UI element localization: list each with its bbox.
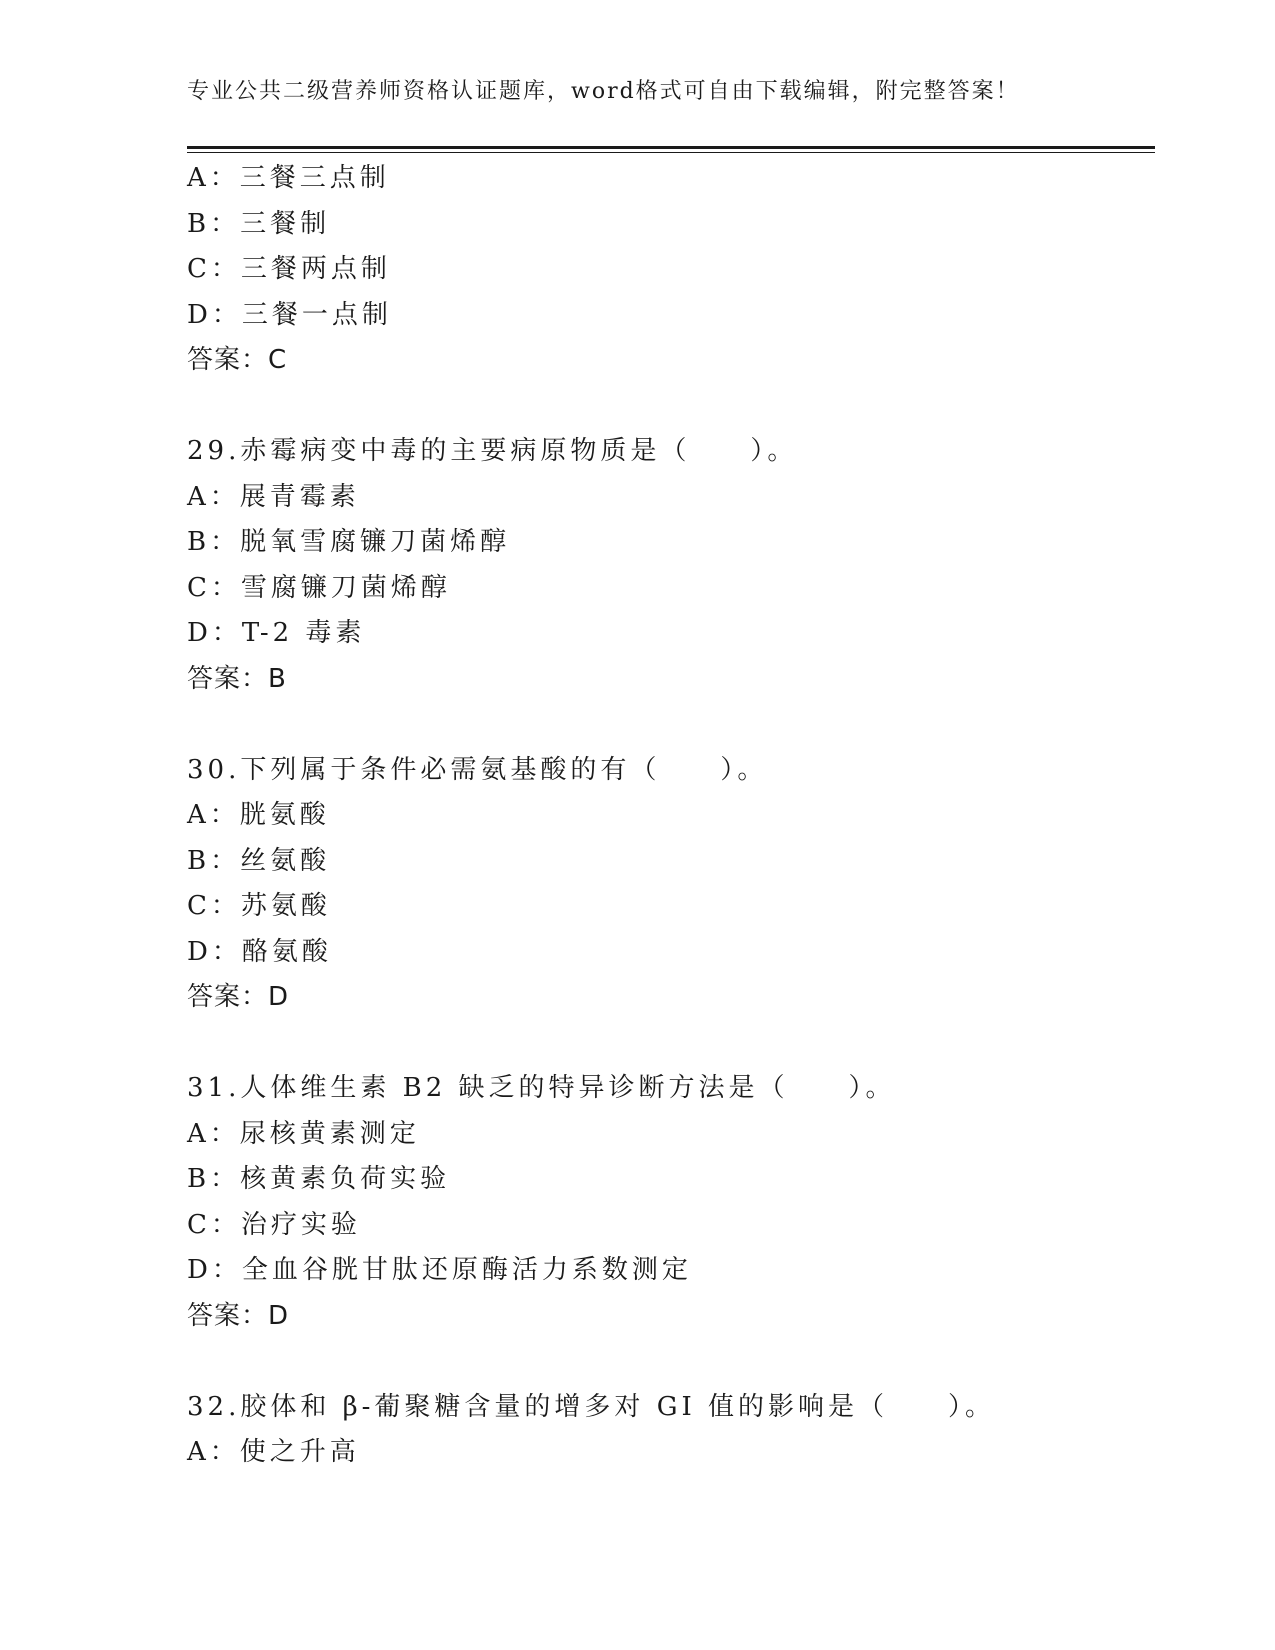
header-rule-thin — [187, 152, 1155, 153]
header-rule-thick — [187, 146, 1155, 149]
option-line: A：展青霉素 — [187, 481, 360, 512]
spacer — [187, 702, 1155, 748]
question-block-32 — [187, 1385, 1155, 1476]
option-line: A：胱氨酸 — [187, 800, 330, 830]
question-block-30 — [187, 748, 1155, 1021]
page-header: 专业公共二级营养师资格认证题库，word格式可自由下载编辑，附完整答案！ — [187, 79, 1020, 104]
question-stem: 30.下列属于条件必需氨基酸的有（ ）。 — [187, 754, 768, 785]
option-line: B：丝氨酸 — [187, 845, 331, 876]
question-block-29 — [187, 429, 1155, 702]
answer-line: 答案：D — [187, 982, 290, 1012]
answer-line: 答案：D — [187, 1300, 290, 1331]
question-block-31 — [187, 1066, 1155, 1339]
option-line: C：苏氨酸 — [187, 891, 331, 921]
option-line: D：三餐一点制 — [187, 299, 392, 330]
option-line: C：雪腐镰刀菌烯醇 — [187, 572, 451, 603]
document-body — [187, 156, 1155, 1476]
option-line: D：T-2 毒素 — [187, 618, 366, 648]
option-line: A：三餐三点制 — [187, 163, 390, 193]
answer-line: 答案：C — [187, 345, 288, 375]
question-stem: 31.人体维生素 B2 缺乏的特异诊断方法是（ ）。 — [187, 1073, 896, 1103]
spacer — [187, 1021, 1155, 1067]
option-line: B：核黄素负荷实验 — [187, 1164, 451, 1194]
question-stem: 32.胶体和 β-葡聚糖含量的增多对 GI 值的影响是（ ）。 — [187, 1391, 995, 1422]
option-line: D：全血谷胱甘肽还原酶活力系数测定 — [187, 1255, 692, 1285]
option-line: C：治疗实验 — [187, 1209, 361, 1240]
option-line: B：三餐制 — [187, 208, 331, 239]
answer-line: 答案：B — [187, 663, 287, 694]
option-line: C：三餐两点制 — [187, 254, 391, 284]
option-line: B：脱氧雪腐镰刀菌烯醇 — [187, 527, 511, 557]
option-line: A：使之升高 — [187, 1437, 360, 1467]
spacer — [187, 384, 1155, 430]
spacer — [187, 1339, 1155, 1385]
option-line: A：尿核黄素测定 — [187, 1118, 420, 1149]
question-block-continued — [187, 156, 1155, 384]
option-line: D：酪氨酸 — [187, 936, 332, 967]
question-stem: 29.赤霉病变中毒的主要病原物质是（ ）。 — [187, 436, 798, 466]
